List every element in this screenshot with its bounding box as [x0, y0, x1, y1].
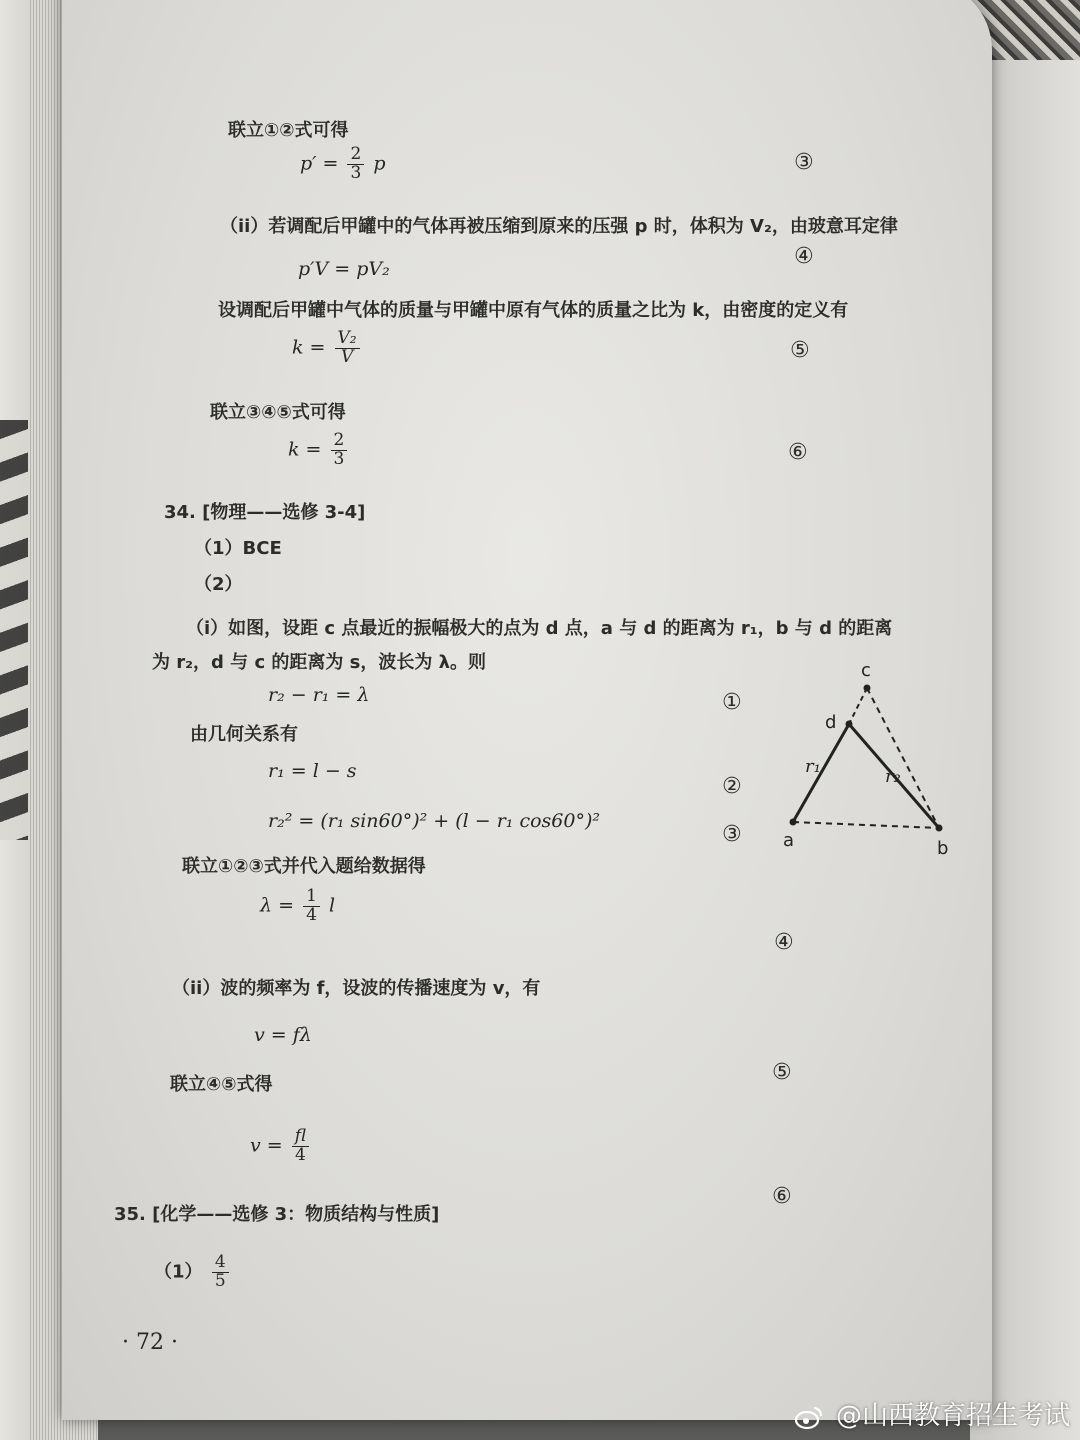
equation-3: [300, 146, 386, 183]
denominator: 3: [333, 448, 345, 469]
label-d: d: [825, 712, 837, 733]
numerator: 2: [347, 146, 364, 165]
label-a: a: [783, 830, 795, 851]
label-b: b: [937, 838, 949, 859]
equation-tag: ②: [722, 774, 742, 799]
question-2-label: （2）: [194, 574, 243, 595]
equation-tag: ④: [794, 244, 814, 269]
eq-rhs: p: [373, 152, 386, 175]
text-part-i-line1: （i）如图，设距 c 点最近的振幅极大的点为 d 点，a 与 d 的距离为 r₁，b 与 d 的距离: [186, 618, 893, 639]
numerator: 1: [303, 888, 320, 907]
answer-1: （1）BCE: [194, 538, 282, 559]
equation-tag: ③: [722, 822, 742, 847]
text-part-i-line2: 为 r₂，d 与 c 的距离为 s，波长为 λ。则: [152, 652, 487, 673]
numerator: 2: [331, 432, 348, 451]
text-combine-123: 联立①②③式并代入题给数据得: [182, 856, 426, 877]
equation-4-wavelength: [260, 888, 335, 925]
equation-tag: ①: [722, 690, 742, 715]
text-part-ii-frequency: （ii）波的频率为 f，设波的传播速度为 v，有: [172, 978, 541, 999]
page-number: · 72 ·: [122, 1330, 178, 1355]
numerator: 4: [212, 1254, 229, 1273]
point-a: [790, 819, 797, 826]
eq-lhs: k =: [288, 438, 322, 461]
equation-5-velocity: v = fλ: [254, 1024, 312, 1046]
eq-lhs: v =: [250, 1134, 283, 1157]
equation-1: r₂ − r₁ = λ: [268, 684, 370, 706]
equation-tag: ⑥: [788, 440, 808, 465]
equation-4: p′V = pV₂: [298, 258, 390, 280]
weibo-logo-icon: [794, 1404, 824, 1430]
text-combine-345: 联立③④⑤式可得: [210, 402, 346, 423]
equation-5: [292, 330, 363, 367]
heading-section-34: 34. [物理——选修 3-4]: [164, 502, 366, 523]
equation-tag: ⑥: [772, 1184, 792, 1209]
eq-lhs: λ =: [260, 894, 295, 917]
fraction: [331, 432, 348, 469]
watermark-text: @山西教育招生考试: [835, 1401, 1070, 1431]
equation-tag: ③: [794, 150, 814, 175]
denominator: 4: [306, 904, 317, 925]
label-r2: r₂: [885, 766, 901, 787]
answer-label: （1）: [154, 1261, 203, 1283]
eq-rhs: l: [328, 894, 336, 917]
watermark: [794, 1395, 1070, 1432]
fraction: [347, 146, 364, 183]
heading-section-35: 35. [化学——选修 3：物质结构与性质]: [114, 1204, 440, 1225]
numerator: V₂: [335, 330, 360, 349]
text-combine-45: 联立④⑤式得: [170, 1074, 273, 1095]
equation-tag: ⑤: [790, 338, 810, 363]
eq-lhs: k =: [292, 336, 326, 359]
denominator: V: [340, 346, 354, 367]
equation-6: [288, 432, 350, 469]
fraction: [303, 888, 320, 925]
numerator: fl: [292, 1128, 309, 1147]
denominator: 4: [295, 1144, 306, 1165]
segment-cd-dashed: [849, 688, 867, 724]
text-part-ii: （ii）若调配后甲罐中的气体再被压缩到原来的压强 p 时，体积为 V₂，由玻意耳定律: [220, 216, 898, 237]
point-d: [846, 721, 853, 728]
fraction: [335, 330, 360, 367]
page-content: [62, 0, 992, 1420]
text-combine-12: 联立①②式可得: [228, 120, 349, 141]
fraction: [212, 1254, 229, 1291]
segment-ab-dashed: [793, 822, 939, 828]
equation-6-velocity: [250, 1128, 312, 1165]
equation-2: r₁ = l − s: [268, 760, 357, 782]
point-b: [936, 825, 943, 832]
book-page: [62, 0, 992, 1420]
denominator: 3: [350, 162, 362, 183]
label-r1: r₁: [805, 756, 821, 777]
equation-tag: ④: [774, 930, 794, 955]
eq-lhs: p′ =: [300, 152, 339, 175]
equation-3-pythagoras: r₂² = (r₁ sin60°)² + (l − r₁ cos60°)²: [268, 810, 600, 832]
text-ratio: 设调配后甲罐中气体的质量与甲罐中原有气体的质量之比为 k，由密度的定义有: [218, 300, 849, 321]
text-geometry: 由几何关系有: [190, 724, 298, 745]
label-c: c: [861, 660, 871, 681]
denominator: 5: [214, 1270, 226, 1291]
equation-tag: ⑤: [772, 1060, 792, 1085]
segment-ad: [793, 724, 849, 822]
point-c: [864, 685, 871, 692]
answer-35-1: [154, 1254, 232, 1291]
triangle-figure: [767, 660, 967, 860]
fraction: [292, 1128, 309, 1165]
